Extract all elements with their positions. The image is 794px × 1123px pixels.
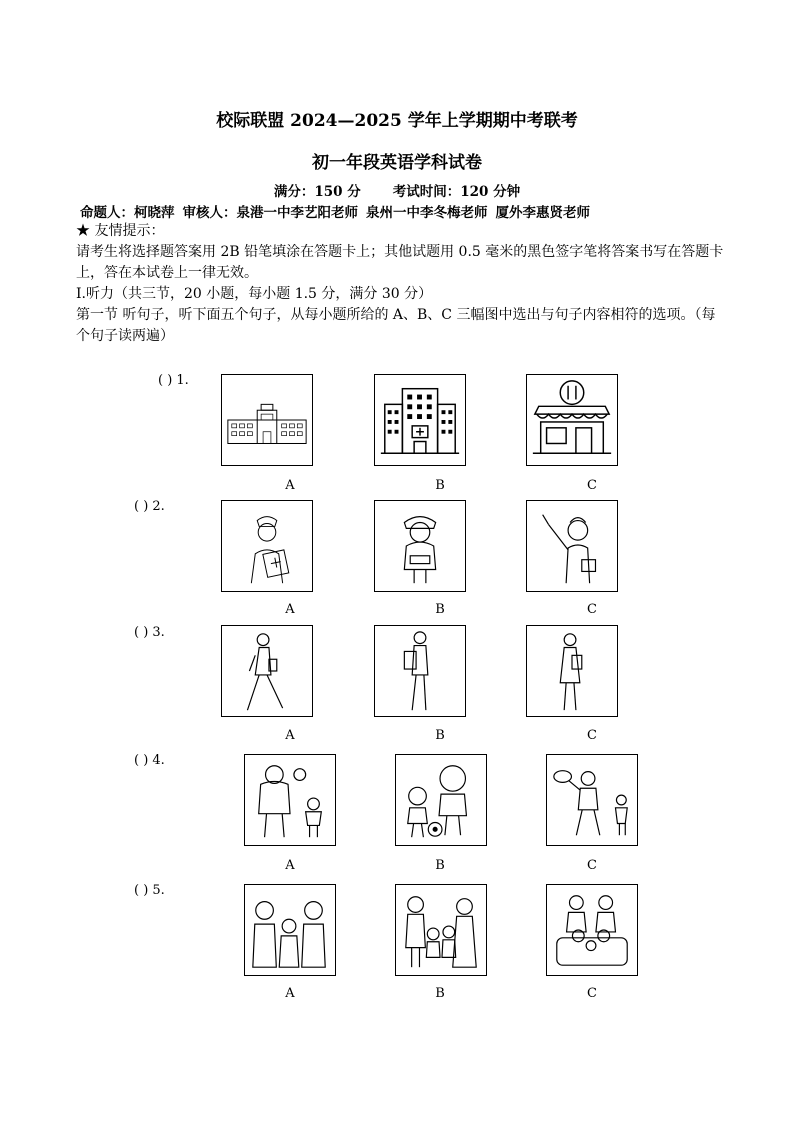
police-officer-icon[interactable] — [374, 500, 466, 592]
author-reviewer-1: 审核人：泉港一中李艺阳老师 — [182, 205, 358, 221]
exam-title: 校际联盟 2024—2025 学年上学期期中考联考 — [216, 111, 578, 131]
option-label: C — [587, 602, 597, 617]
exam-subtitle: 初一年段英语学科试卷 — [312, 153, 482, 173]
author-setter: 命题人：柯晓萍 — [80, 205, 175, 221]
author-reviewer-2: 泉州一中李冬梅老师 — [366, 205, 488, 221]
restaurant-icon[interactable] — [526, 374, 618, 466]
question-number: ( ) 1. — [158, 373, 189, 388]
full-score: 满分：150 分 — [273, 184, 361, 200]
man-with-basketball-icon[interactable] — [244, 754, 336, 846]
notice-heading: ★ 友情提示： — [76, 223, 165, 239]
section-instruction: 第一节 听句子，听下面五个句子，从每小题所给的 A、B、C 三幅图中选出与句子内容相符的选项。（每个句子读两遍） — [76, 307, 716, 344]
hospital-icon[interactable] — [374, 374, 466, 466]
question-number: ( ) 2. — [134, 499, 165, 514]
option-label: B — [435, 858, 445, 873]
family-of-four-icon[interactable] — [395, 884, 487, 976]
man-playing-tennis-icon[interactable] — [546, 754, 638, 846]
option-label: B — [435, 478, 445, 493]
option-label: C — [587, 478, 597, 493]
exam-authors — [80, 201, 760, 221]
option-label: A — [285, 478, 295, 493]
school-building-icon[interactable] — [221, 374, 313, 466]
question-number: ( ) 3. — [134, 625, 165, 640]
option-label: B — [435, 602, 445, 617]
question-number: ( ) 5. — [134, 883, 165, 898]
option-label: A — [285, 728, 295, 743]
exam-meta — [0, 180, 794, 200]
option-label: B — [435, 986, 445, 1001]
option-label: C — [587, 728, 597, 743]
standing-woman-icon[interactable] — [526, 625, 618, 717]
option-label: C — [587, 986, 597, 1001]
walking-woman-icon[interactable] — [221, 625, 313, 717]
teacher-icon[interactable] — [526, 500, 618, 592]
part-title: I.听力（共三节，20 小题，每小题 1.5 分，满分 30 分） — [76, 286, 433, 302]
author-reviewer-3: 厦外李惠贤老师 — [495, 205, 590, 221]
family-of-three-icon[interactable] — [244, 884, 336, 976]
big-family-icon[interactable] — [546, 884, 638, 976]
question-number: ( ) 4. — [134, 753, 165, 768]
option-label: A — [285, 858, 295, 873]
option-label: C — [587, 858, 597, 873]
nurse-icon[interactable] — [221, 500, 313, 592]
exam-time: 考试时间：120 分钟 — [392, 184, 521, 200]
option-label: A — [285, 602, 295, 617]
notice-body: 请考生将选择题答案用 2B 铅笔填涂在答题卡上；其他试题用 0.5 毫米的黑色签字笔将答案书写在答题卡上，答在本试卷上一律无效。 — [76, 244, 724, 281]
woman-with-bag-icon[interactable] — [374, 625, 466, 717]
option-label: A — [285, 986, 295, 1001]
boys-with-soccer-ball-icon[interactable] — [395, 754, 487, 846]
option-label: B — [435, 728, 445, 743]
